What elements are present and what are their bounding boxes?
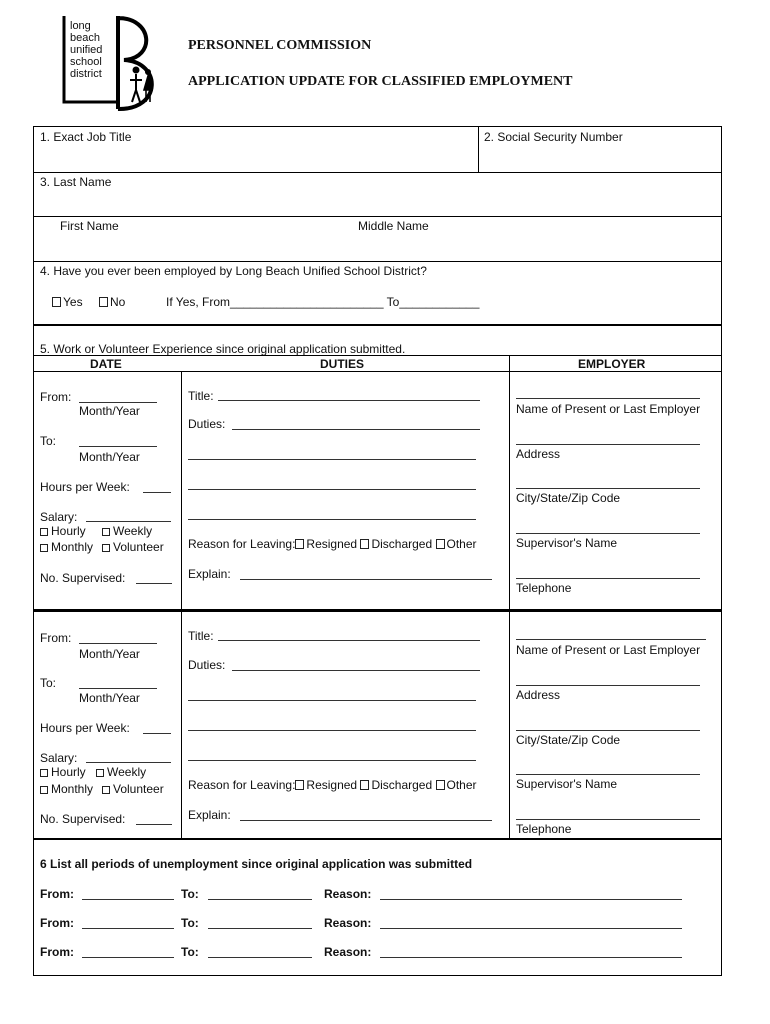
reason-label: Reason: <box>324 916 372 930</box>
discharged-checkbox[interactable] <box>360 539 369 549</box>
employer-address-field[interactable] <box>516 685 700 686</box>
supervised-field[interactable] <box>136 824 172 825</box>
logo-text: long beach unified school district <box>70 20 103 80</box>
unemployment-reason-field[interactable] <box>380 957 682 958</box>
explain-field[interactable] <box>240 820 492 821</box>
to-field[interactable] <box>79 688 157 689</box>
salary-label: Salary: <box>40 751 78 765</box>
col-duties-header: DUTIES <box>320 357 365 371</box>
to-label: To: <box>181 887 199 901</box>
duties-label: Duties: <box>188 417 226 431</box>
month-year-label: Month/Year <box>79 647 140 661</box>
to-label: To: <box>181 945 199 959</box>
supervisor-label: Supervisor's Name <box>516 777 617 791</box>
experience-heading: 5. Work or Volunteer Experience since original application submitted. <box>40 342 406 356</box>
unemployment-heading: 6 List all periods of unemployment since original application was submitted <box>40 857 473 871</box>
ssn-label: 2. Social Security Number <box>484 130 623 144</box>
header-title: PERSONNEL COMMISSION <box>188 38 372 53</box>
supervised-label: No. Supervised: <box>40 571 126 585</box>
employment-dates-field[interactable]: If Yes, From_______________________ To____________ <box>166 295 480 309</box>
hours-label: Hours per Week: <box>40 480 130 494</box>
employer-city-label: City/State/Zip Code <box>516 491 621 505</box>
last-name-label: 3. Last Name <box>40 175 112 189</box>
volunteer-option[interactable]: Volunteer <box>102 540 164 554</box>
duty-title-label: Title: <box>188 389 214 403</box>
employer-city-field[interactable] <box>516 730 700 731</box>
unemployment-from-field[interactable] <box>82 899 174 900</box>
other-checkbox[interactable] <box>436 539 445 549</box>
telephone-field[interactable] <box>516 819 700 820</box>
duties-field[interactable] <box>232 670 480 671</box>
duties-line[interactable] <box>188 459 476 460</box>
hours-field[interactable] <box>143 733 171 734</box>
duties-field[interactable] <box>232 429 480 430</box>
middle-name-label: Middle Name <box>358 219 429 233</box>
unemployment-from-field[interactable] <box>82 957 174 958</box>
salary-field[interactable] <box>86 521 171 522</box>
explain-label: Explain: <box>188 808 231 822</box>
from-label: From: <box>40 390 72 404</box>
discharged-checkbox[interactable] <box>360 780 369 790</box>
duties-line[interactable] <box>188 760 476 761</box>
weekly-option[interactable]: Weekly <box>96 765 146 779</box>
job-title-label: 1. Exact Job Title <box>40 130 132 144</box>
salary-field[interactable] <box>86 762 171 763</box>
other-checkbox[interactable] <box>436 780 445 790</box>
explain-field[interactable] <box>240 579 492 580</box>
employer-city-label: City/State/Zip Code <box>516 733 621 747</box>
month-year-label: Month/Year <box>79 691 140 705</box>
hours-field[interactable] <box>143 492 171 493</box>
to-label: To: <box>40 434 57 448</box>
from-label: From: <box>40 945 74 959</box>
employer-address-label: Address <box>516 447 561 461</box>
reason-label: Reason: <box>324 887 372 901</box>
monthly-option[interactable]: Monthly <box>40 782 93 796</box>
from-field[interactable] <box>79 643 157 644</box>
employer-name-field[interactable] <box>516 398 700 399</box>
explain-label: Explain: <box>188 567 231 581</box>
col-employer-header: EMPLOYER <box>578 357 646 371</box>
duties-label: Duties: <box>188 658 226 672</box>
supervised-field[interactable] <box>136 583 172 584</box>
employed-question: 4. Have you ever been employed by Long Beach Unified School District? <box>40 264 427 278</box>
employer-name-label: Name of Present or Last Employer <box>516 643 701 657</box>
telephone-label: Telephone <box>516 581 572 595</box>
from-label: From: <box>40 631 72 645</box>
resigned-checkbox[interactable] <box>295 780 304 790</box>
reason-for-leaving: Reason for Leaving: Resigned Discharged Other <box>188 778 477 792</box>
supervisor-field[interactable] <box>516 774 700 775</box>
employer-name-label: Name of Present or Last Employer <box>516 402 701 416</box>
volunteer-option[interactable]: Volunteer <box>102 782 164 796</box>
unemployment-to-field[interactable] <box>208 928 312 929</box>
unemployment-from-field[interactable] <box>82 928 174 929</box>
no-checkbox[interactable] <box>99 297 108 307</box>
supervised-label: No. Supervised: <box>40 812 126 826</box>
yes-checkbox[interactable] <box>52 297 61 307</box>
employer-name-field[interactable] <box>516 639 706 640</box>
duties-line[interactable] <box>188 489 476 490</box>
telephone-label: Telephone <box>516 822 572 836</box>
to-label: To: <box>181 916 199 930</box>
employer-address-label: Address <box>516 688 561 702</box>
reason-label: Reason: <box>324 945 372 959</box>
hours-label: Hours per Week: <box>40 721 130 735</box>
employed-no-option[interactable]: No <box>99 295 125 309</box>
reason-for-leaving: Reason for Leaving: Resigned Discharged Other <box>188 537 477 551</box>
duty-title-field[interactable] <box>218 640 480 641</box>
to-field[interactable] <box>79 446 157 447</box>
from-label: From: <box>40 916 74 930</box>
duty-title-label: Title: <box>188 629 214 643</box>
district-logo <box>58 14 166 114</box>
from-field[interactable] <box>79 402 157 403</box>
hourly-option[interactable]: Hourly <box>40 765 86 779</box>
duty-title-field[interactable] <box>218 400 480 401</box>
col-date-header: DATE <box>90 357 122 371</box>
header-subtitle: APPLICATION UPDATE FOR CLASSIFIED EMPLOYMENT <box>188 74 573 89</box>
employer-address-field[interactable] <box>516 444 700 445</box>
resigned-checkbox[interactable] <box>295 539 304 549</box>
employed-yes-option[interactable]: Yes <box>52 295 83 309</box>
monthly-option[interactable]: Monthly <box>40 540 93 554</box>
unemployment-reason-field[interactable] <box>380 899 682 900</box>
supervisor-label: Supervisor's Name <box>516 536 617 550</box>
telephone-field[interactable] <box>516 578 700 579</box>
unemployment-reason-field[interactable] <box>380 928 682 929</box>
salary-label: Salary: <box>40 510 78 524</box>
duties-line[interactable] <box>188 700 476 701</box>
supervisor-field[interactable] <box>516 533 700 534</box>
from-label: From: <box>40 887 74 901</box>
duties-line[interactable] <box>188 519 476 520</box>
hourly-option[interactable]: Hourly <box>40 524 86 538</box>
month-year-label: Month/Year <box>79 450 140 464</box>
first-name-label: First Name <box>60 219 119 233</box>
unemployment-to-field[interactable] <box>208 899 312 900</box>
to-label: To: <box>40 676 57 690</box>
duties-line[interactable] <box>188 730 476 731</box>
employer-city-field[interactable] <box>516 488 700 489</box>
month-year-label: Month/Year <box>79 404 140 418</box>
unemployment-to-field[interactable] <box>208 957 312 958</box>
weekly-option[interactable]: Weekly <box>102 524 152 538</box>
